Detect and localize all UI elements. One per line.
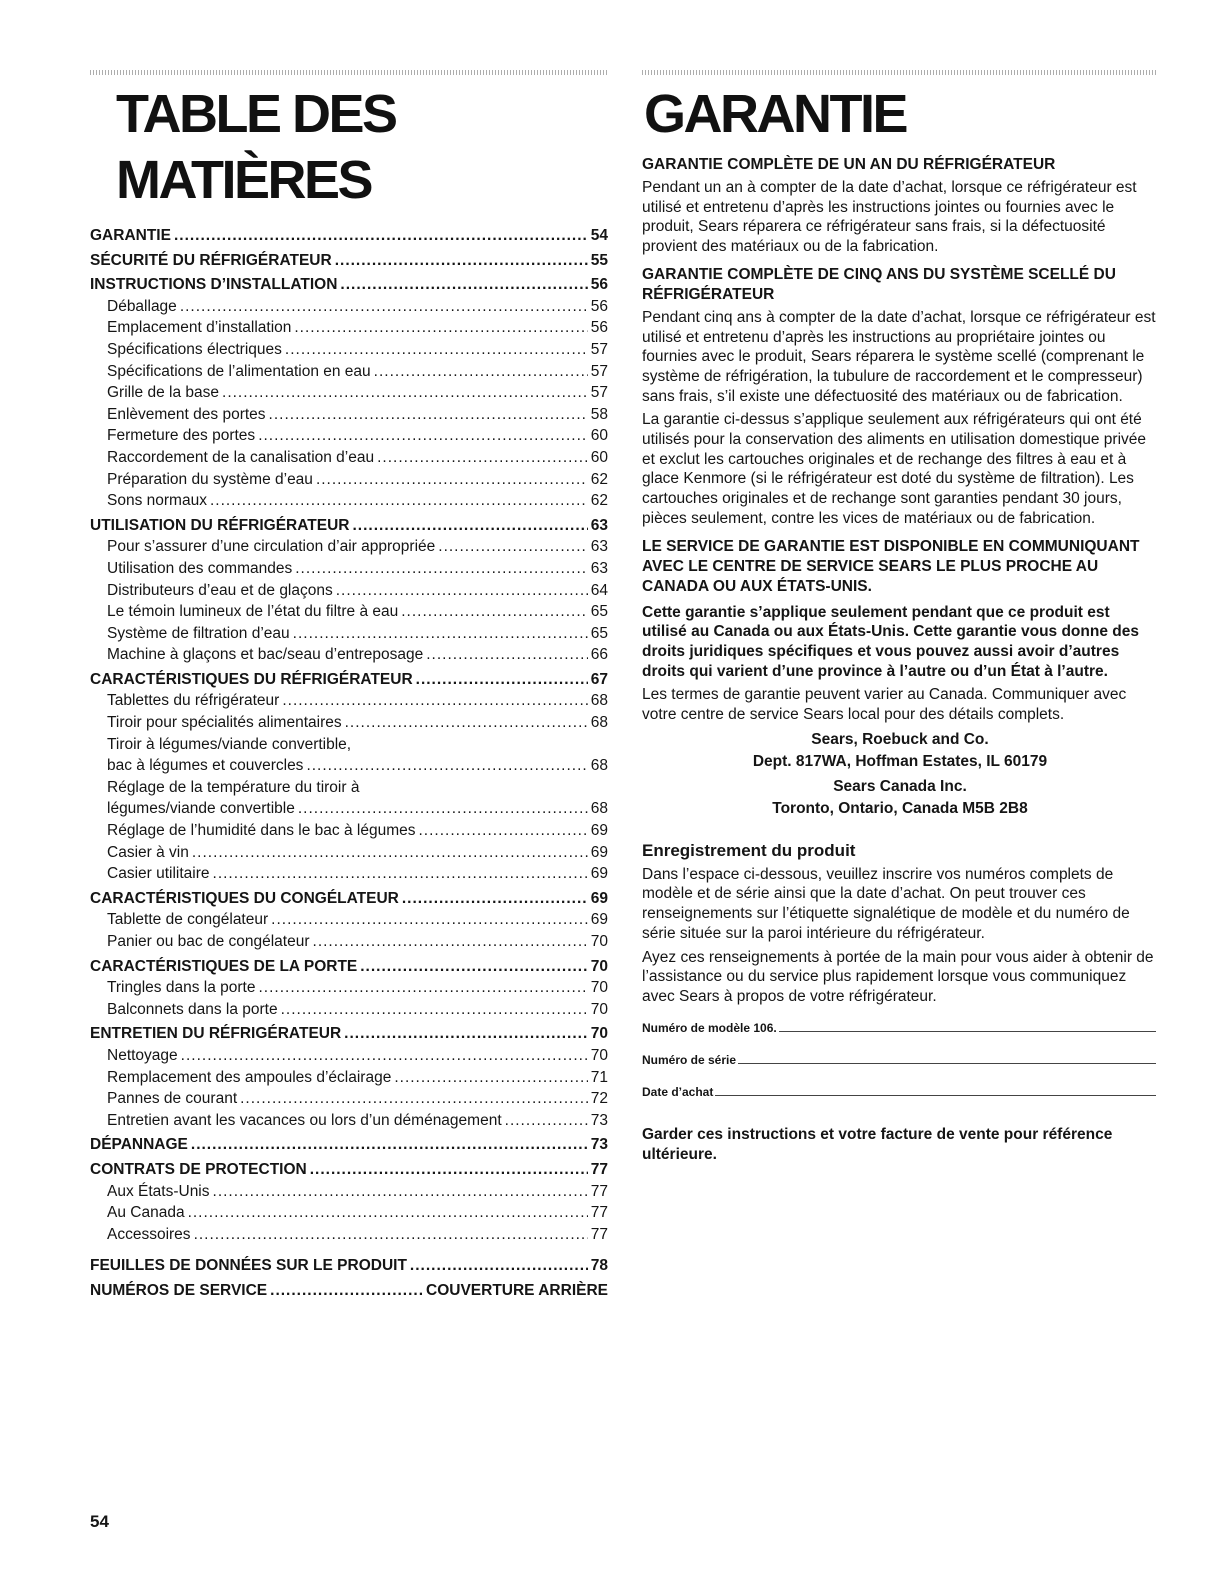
toc-entry [90, 447, 608, 469]
toc-entry-page: 65 [590, 603, 608, 621]
toc-leader-dots [344, 1023, 588, 1045]
toc-leader-dots [336, 580, 588, 602]
toc-entry [90, 1023, 608, 1045]
toc-entry [90, 274, 608, 296]
toc-entry-page: 69 [590, 865, 608, 883]
toc-entry-label: CONTRATS DE PROTECTION [90, 1160, 307, 1178]
toc-entry [90, 1045, 608, 1067]
toc-entry-label: Panier ou bac de congélateur [107, 933, 310, 950]
toc-leader-dots [188, 1202, 588, 1224]
address-block [642, 729, 1158, 820]
toc-leader-dots [410, 1255, 588, 1277]
toc-entry-page: 56 [590, 319, 608, 337]
toc-entry-label: CARACTÉRISTIQUES DE LA PORTE [90, 957, 358, 975]
toc-entry [90, 777, 608, 799]
toc-entry-page: 73 [590, 1136, 608, 1154]
toc-entry-page: 72 [590, 1090, 608, 1108]
toc-entry [90, 863, 608, 885]
toc-entry [90, 296, 608, 318]
toc-leader-dots [282, 690, 587, 712]
toc-entry-label: Remplacement des ampoules d’éclairage [107, 1068, 392, 1086]
toc-entry-label: Réglage de l’humidité dans le bac à légumes [107, 822, 416, 840]
toc-leader-dots [295, 558, 588, 580]
toc-entry-page: COUVERTURE ARRIÈRE [426, 1281, 608, 1299]
toc-entry [90, 977, 608, 999]
toc-entry-label: FEUILLES DE DONNÉES SUR LE PRODUIT [90, 1257, 407, 1275]
toc-entry [90, 580, 608, 602]
toc-entry-page: 57 [590, 362, 608, 380]
toc-leader-dots [281, 999, 588, 1021]
warranty-title: GARANTIE [644, 84, 906, 144]
one-year-text: Pendant un an à compter de la date d’achat, lorsque ce réfrigérateur est utilisé et entretenu d’après les instructions jointes ou fournies avec le produit, Sears réparera ce réfrigérateur sans frais, si la défectuosité provient des matériaux ou de la fabrication. [642, 179, 1137, 256]
toc-entry-page: 58 [590, 405, 608, 423]
toc-entry-label: Spécifications électriques [107, 340, 282, 358]
toc-entry-label: Tringles dans la porte [107, 979, 256, 997]
toc-entry [90, 842, 608, 864]
toc-entry-page: 62 [590, 470, 608, 488]
toc-entry-page: 68 [590, 692, 608, 710]
toc-leader-dots [505, 1110, 588, 1132]
toc-entry-page: 54 [590, 227, 608, 244]
five-year-heading: GARANTIE COMPLÈTE DE CINQ ANS DU SYSTÈME SCELLÉ DU RÉFRIGÉRATEUR [642, 265, 1116, 303]
toc-leader-dots [294, 317, 587, 339]
toc-leader-dots [213, 863, 588, 885]
toc-leader-dots [418, 820, 587, 842]
toc-entry-label: Raccordement de la canalisation d’eau [107, 448, 375, 466]
toc-entry-page: 67 [590, 670, 608, 688]
toc-entry [90, 999, 608, 1021]
toc-entry-label: Au Canada [107, 1204, 185, 1222]
toc-entry-page: 70 [590, 1046, 608, 1064]
toc-entry-label: Préparation du système d’eau [107, 470, 313, 488]
toc-entry-page: 68 [590, 714, 608, 732]
toc-entry-label: Casier à vin [107, 843, 189, 861]
toc-entry-label: Accessoires [107, 1225, 191, 1243]
toc-entry-page: 70 [590, 933, 608, 950]
toc-leader-dots [191, 1134, 588, 1156]
toc-entry-page: 65 [590, 624, 608, 642]
toc-entry [90, 1224, 608, 1246]
toc-leader-dots [394, 1067, 587, 1089]
toc-entry [90, 425, 608, 447]
toc-entry [90, 623, 608, 645]
toc-entry-label: CARACTÉRISTIQUES DU RÉFRIGÉRATEUR [90, 670, 413, 688]
registration-text-1: Dans l’espace ci-dessous, veuillez inscrire vos numéros complets de modèle et de série ainsi que la date d’achat. On peut trouver ces renseignements sur l’étiquette signalétique de modèle et du numéro de série située sur la paroi intérieure du réfrigérateur. [642, 865, 1130, 942]
toc-leader-dots [352, 515, 587, 537]
toc-entry [90, 798, 608, 820]
toc-entry [90, 1159, 608, 1181]
toc-entry [90, 1255, 608, 1277]
toc-entry-page: 57 [590, 340, 608, 358]
toc-entry [90, 404, 608, 426]
toc-entry [90, 225, 608, 247]
toc-entry-label: Balconnets dans la porte [107, 1000, 278, 1018]
serial-number-line[interactable] [738, 1049, 1156, 1064]
toc-leader-dots [416, 669, 588, 691]
toc-leader-dots [426, 644, 588, 666]
toc-entry-page: 69 [590, 843, 608, 861]
toc-leader-dots [340, 274, 587, 296]
toc-entry [90, 382, 608, 404]
toc-entry [90, 250, 608, 272]
model-number-field [642, 1017, 1158, 1039]
toc-entry-label: Casier utilitaire [107, 865, 210, 883]
toc-leader-dots [298, 798, 588, 820]
toc-leader-dots [213, 1181, 588, 1203]
toc-entry-label: Le témoin lumineux de l’état du filtre à eau [107, 603, 399, 621]
ca-company-address: Toronto, Ontario, Canada M5B 2B8 [772, 799, 1028, 817]
rights-text: Cette garantie s’applique seulement pendant que ce produit est utilisé au Canada ou aux États-Unis. Cette garantie vous donne des droits juridiques spécifiques et vous pouvez aussi avoir d’autres droits qui varient d’une province à l’autre ou d’un État à l’autre. [642, 603, 1139, 680]
toc-column [90, 70, 608, 1302]
toc-entry-label: Machine à glaçons et bac/seau d’entreposage [107, 646, 424, 664]
applies-text: La garantie ci-dessus s’applique seulement aux réfrigérateurs qui ont été utilisés pour la conservation des aliments en utilisation domestique privée et exclut les cartouches originales et de rechange des filtres à eau et à glace Kenmore (si le réfrigérateur est doté du système de filtration). Les cartouches originales et de rechange sont garanties pendant 30 jours, pièces seulement, contre les vices de matériaux ou de fabrication. [642, 411, 1147, 527]
toc-entry [90, 515, 608, 537]
toc-entry [90, 1088, 608, 1110]
serial-number-field [642, 1049, 1158, 1071]
toc-entry-label: Réglage de la température du tiroir à [107, 778, 360, 796]
toc-leader-dots [335, 250, 588, 272]
toc-entry-page: 70 [590, 979, 608, 997]
toc-entry-page: 69 [590, 822, 608, 840]
toc-entry [90, 956, 608, 978]
toc-entry [90, 820, 608, 842]
toc-entry-page: 77 [590, 1160, 608, 1178]
toc-entry-label: DÉPANNAGE [90, 1136, 188, 1154]
toc-entry-label: Spécifications de l’alimentation en eau [107, 362, 371, 380]
toc-entry-label: bac à légumes et couvercles [107, 757, 304, 775]
toc-entry-page: 57 [590, 384, 608, 402]
toc-title: TABLE DES MATIÈRES [116, 84, 396, 210]
toc-entry-label: ENTRETIEN DU RÉFRIGÉRATEUR [90, 1025, 342, 1043]
toc-entry-page: 56 [590, 297, 608, 315]
toc-entry [90, 1110, 608, 1132]
toc-entry-label: SÉCURITÉ DU RÉFRIGÉRATEUR [90, 251, 332, 269]
toc-entry [90, 490, 608, 512]
toc-entry-page: 69 [590, 911, 608, 929]
toc-leader-dots [180, 296, 588, 318]
toc-leader-dots [270, 1280, 423, 1302]
toc-entry-label: Distributeurs d’eau et de glaçons [107, 581, 333, 599]
toc-entry [90, 755, 608, 777]
toc-entry-label: Tiroir pour spécialités alimentaires [107, 714, 342, 732]
toc-entry [90, 669, 608, 691]
toc-entry [90, 601, 608, 623]
toc-entry-page: 62 [590, 492, 608, 510]
toc-entry-label: Tablette de congélateur [107, 911, 269, 929]
toc-entry-page: 70 [590, 957, 608, 975]
toc-entry [90, 1134, 608, 1156]
toc-leader-dots [306, 755, 587, 777]
toc-leader-dots [293, 623, 588, 645]
toc-leader-dots [210, 490, 588, 512]
toc-entry-label: légumes/viande convertible [107, 800, 295, 818]
toc-entry [90, 644, 608, 666]
toc-entry-label: Tiroir à légumes/viande convertible, [107, 735, 352, 753]
purchase-date-label: Date d’achat [642, 1084, 714, 1099]
toc-entry [90, 712, 608, 734]
toc-leader-dots [313, 931, 588, 953]
toc-leader-dots [374, 361, 588, 383]
header-rule [90, 70, 608, 75]
toc-leader-dots [316, 469, 588, 491]
toc-leader-dots [174, 225, 588, 247]
toc-entry [90, 690, 608, 712]
toc-entry-label: Pour s’assurer d’une circulation d’air appropriée [107, 538, 436, 556]
toc-entry-label: Utilisation des commandes [107, 559, 293, 577]
terms-text: Les termes de garantie peuvent varier au Canada. Communiquer avec votre centre de service Sears local pour des détails complets. [642, 686, 1127, 724]
toc-leader-dots [310, 1159, 588, 1181]
toc-entry-label: Emplacement d’installation [107, 319, 292, 337]
toc-entry-page: 63 [590, 516, 608, 534]
toc-leader-dots [258, 977, 587, 999]
page-number: 54 [90, 1512, 109, 1531]
toc-entry-page: 77 [590, 1225, 608, 1243]
toc-leader-dots [258, 425, 588, 447]
toc-entry-label: Aux États-Unis [107, 1182, 210, 1200]
toc-entry [90, 558, 608, 580]
keep-instructions-note: Garder ces instructions et votre facture de vente pour référence ultérieure. [642, 1125, 1113, 1163]
header-rule [642, 70, 1158, 75]
toc-leader-dots [271, 909, 588, 931]
toc-entry-page: 66 [590, 646, 608, 664]
toc-entry-label: UTILISATION DU RÉFRIGÉRATEUR [90, 516, 350, 534]
toc-entry-page: 78 [590, 1257, 608, 1275]
us-company-address: Dept. 817WA, Hoffman Estates, IL 60179 [752, 752, 1048, 770]
toc-leader-dots [222, 382, 588, 404]
toc-entry-label: Pannes de courant [107, 1090, 238, 1108]
toc-entry-page: 56 [590, 276, 608, 294]
toc-entry [90, 734, 608, 756]
toc-entry [90, 536, 608, 558]
toc-entry-label: Déballage [107, 297, 177, 315]
serial-number-label: Numéro de série [642, 1052, 737, 1067]
toc-entry-label: INSTRUCTIONS D’INSTALLATION [90, 276, 338, 294]
model-number-label: Numéro de modèle 106. [642, 1020, 777, 1035]
toc-leader-dots [360, 956, 588, 978]
registration-title: Enregistrement du produit [642, 840, 856, 860]
toc-leader-dots [194, 1224, 588, 1246]
toc-leader-dots [402, 888, 588, 910]
service-heading: LE SERVICE DE GARANTIE EST DISPONIBLE EN COMMUNIQUANT AVEC LE CENTRE DE SERVICE SEARS LE PLUS PROCHE AU CANADA OU AUX ÉTATS-UNIS. [642, 537, 1140, 595]
toc-entry-label: Enlèvement des portes [107, 405, 266, 423]
toc-leader-dots [240, 1088, 588, 1110]
toc-entry-label: CARACTÉRISTIQUES DU CONGÉLATEUR [90, 889, 399, 907]
toc-entry-label: Nettoyage [107, 1046, 178, 1064]
five-year-text: Pendant cinq ans à compter de la date d’achat, lorsque ce réfrigérateur est utilisé et entretenu d’après les instructions au propriétaire jointes ou fournies avec le produit, Sears réparera le système scellé (comprenant le système de réfrigération, la tubulure de raccordement et le compresseur) sans frais, s’il existe une défectuosité des matériaux ou de fabrication. [642, 308, 1156, 405]
toc-entry-label: Fermeture des portes [107, 427, 256, 445]
toc-entry-page: 69 [590, 889, 608, 907]
toc-entry [90, 1202, 608, 1224]
toc-entry-page: 70 [590, 1000, 608, 1018]
model-number-line[interactable] [779, 1017, 1156, 1032]
toc-leader-dots [181, 1045, 588, 1067]
toc-entry [90, 1181, 608, 1203]
toc-entry-page: 60 [590, 448, 608, 466]
toc-entry [90, 931, 608, 953]
toc-entry-page: 60 [590, 427, 608, 445]
toc-entry-page: 68 [590, 757, 608, 775]
toc-leader-dots [401, 601, 588, 623]
toc-list [90, 225, 608, 1302]
toc-entry [90, 469, 608, 491]
toc-entry-label: Sons normaux [107, 492, 207, 510]
us-company-name: Sears, Roebuck and Co. [811, 730, 989, 748]
toc-entry [90, 361, 608, 383]
warranty-column [642, 70, 1158, 1165]
toc-entry-label: NUMÉROS DE SERVICE [90, 1281, 268, 1299]
toc-entry [90, 317, 608, 339]
toc-entry-label: Système de filtration d’eau [107, 624, 290, 642]
toc-leader-dots [377, 447, 588, 469]
toc-entry-page: 63 [590, 559, 608, 577]
toc-entry-label: Tablettes du réfrigérateur [107, 692, 280, 710]
toc-leader-dots [345, 712, 588, 734]
toc-entry-label: GARANTIE [90, 227, 171, 244]
toc-entry [90, 888, 608, 910]
purchase-date-line[interactable] [715, 1081, 1156, 1096]
toc-entry [90, 909, 608, 931]
toc-leader-dots [192, 842, 588, 864]
toc-entry-page: 68 [590, 800, 608, 818]
one-year-heading: GARANTIE COMPLÈTE DE UN AN DU RÉFRIGÉRATEUR [642, 156, 1056, 173]
toc-entry-page: 64 [590, 581, 608, 599]
toc-entry-label: Entretien avant les vacances ou lors d’un déménagement [107, 1111, 502, 1129]
toc-leader-dots [269, 404, 588, 426]
toc-entry-label: Grille de la base [107, 384, 220, 402]
ca-company-name: Sears Canada Inc. [833, 777, 967, 795]
toc-entry-page: 73 [590, 1111, 608, 1129]
toc-entry-page: 70 [590, 1025, 608, 1043]
toc-entry-page: 77 [590, 1204, 608, 1222]
toc-entry-page: 71 [590, 1068, 608, 1086]
purchase-date-field [642, 1081, 1158, 1103]
toc-leader-dots [285, 339, 588, 361]
toc-leader-dots [438, 536, 587, 558]
toc-entry [90, 339, 608, 361]
toc-entry [90, 1280, 608, 1302]
toc-entry-page: 63 [590, 538, 608, 556]
toc-entry-page: 55 [590, 251, 608, 269]
registration-text-2: Ayez ces renseignements à portée de la main pour vous aider à obtenir de l’assistance ou du service plus rapidement lorsque vous communiquez avec Sears à propos de votre réfrigérateur. [642, 948, 1154, 1005]
toc-entry [90, 1067, 608, 1089]
toc-entry-page: 77 [590, 1182, 608, 1200]
